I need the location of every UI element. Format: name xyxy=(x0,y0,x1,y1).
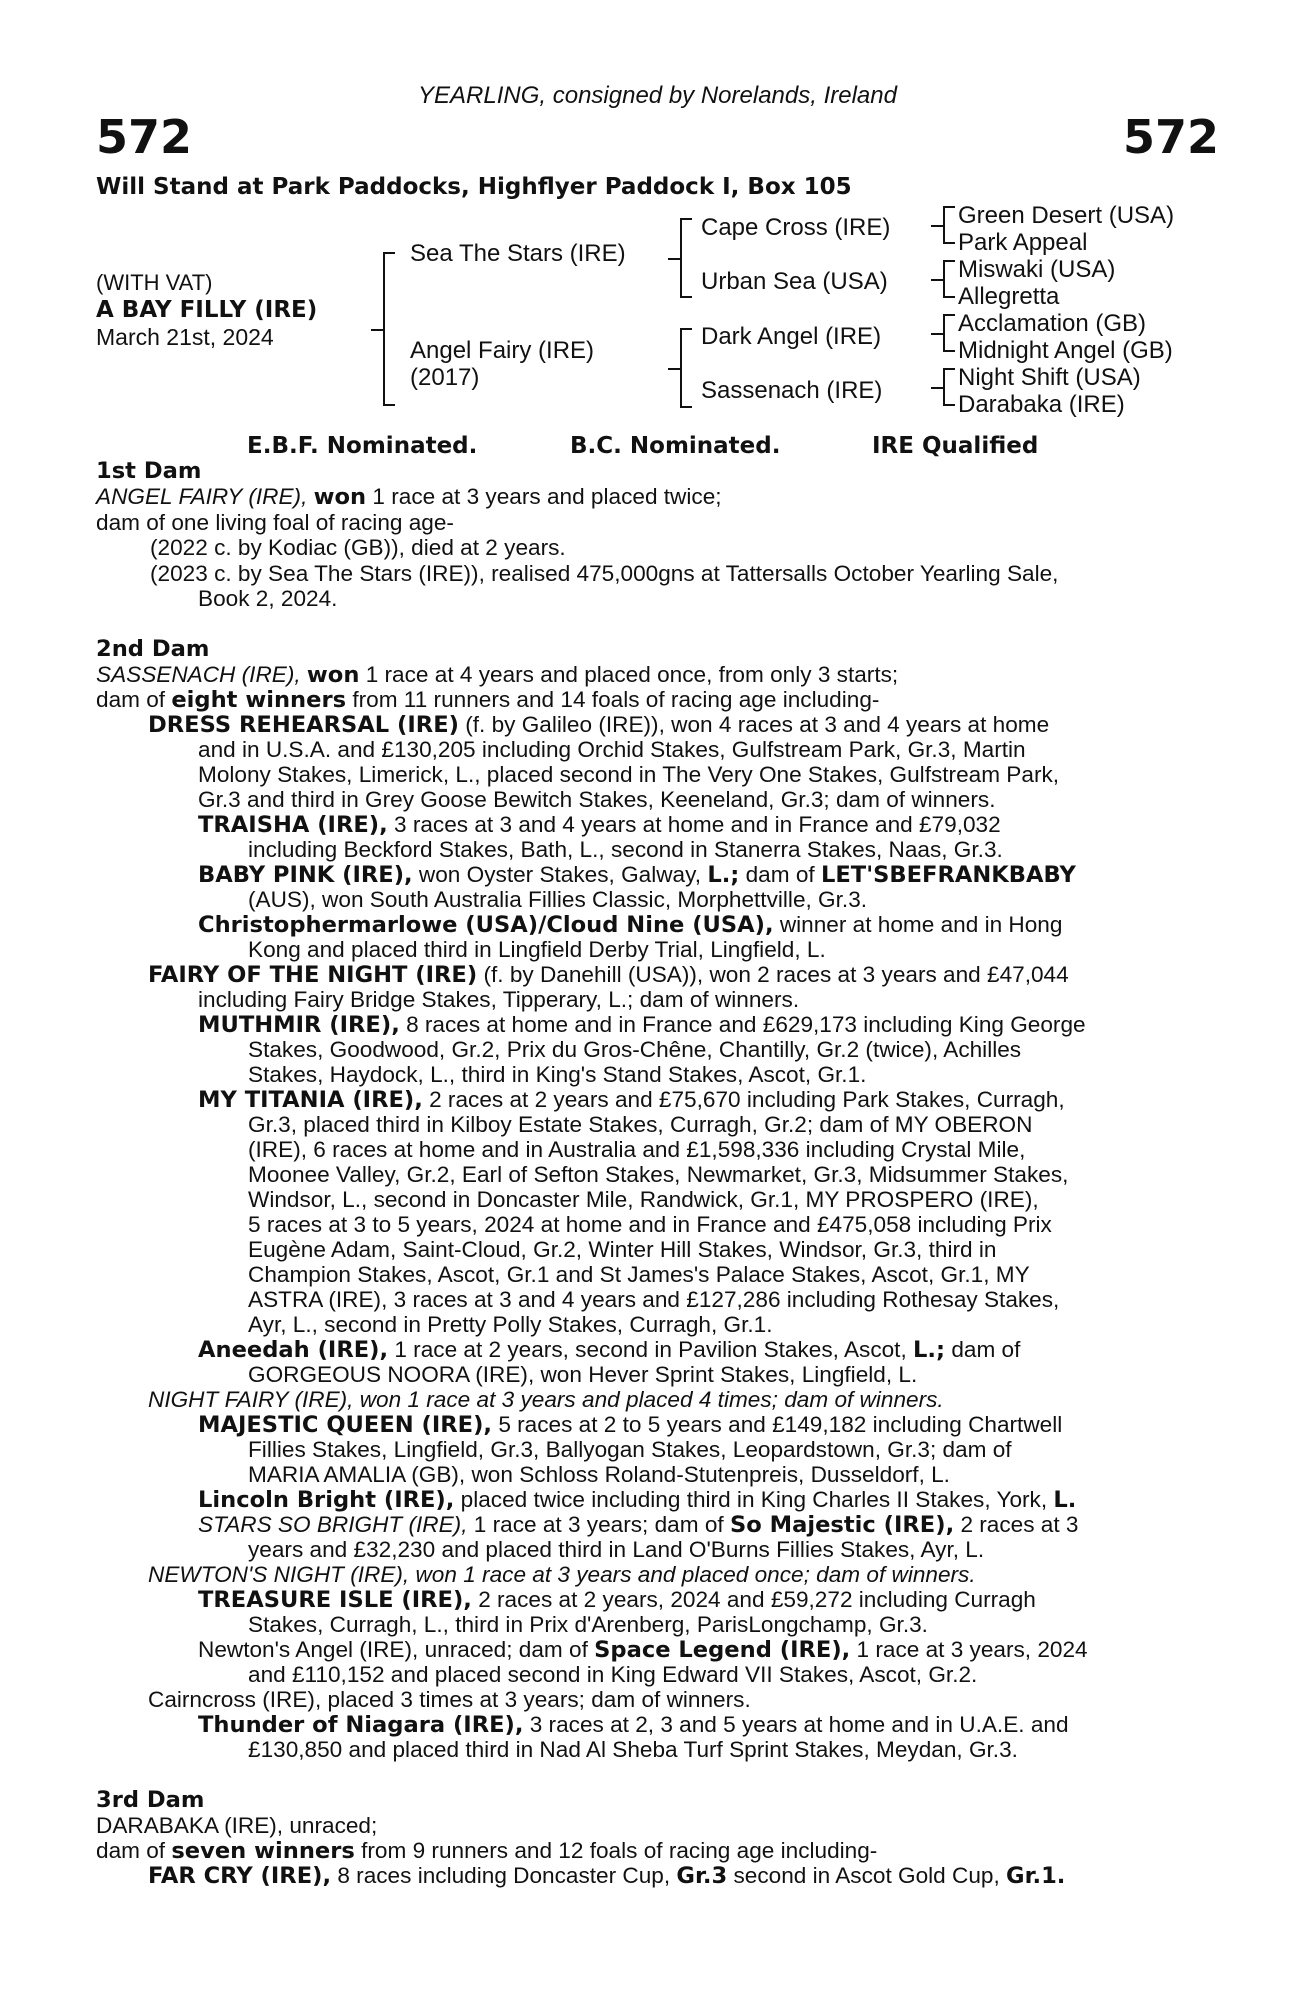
entry-line: and £110,152 and placed second in King Edward VII Stakes, Ascot, Gr.2. xyxy=(248,1662,978,1687)
produce-2023: (2023 c. by Sea The Stars (IRE)), realised 475,000gns at Tattersalls October Yearling Sale, xyxy=(150,561,1059,586)
pedigree-ssd: Park Appeal xyxy=(958,229,1088,256)
pedigree-sire-dam: Urban Sea (USA) xyxy=(701,268,888,295)
entry-line: £130,850 and placed third in Nad Al Sheba Turf Sprint Stakes, Meydan, Gr.3. xyxy=(248,1737,1018,1762)
pedigree-dam-sire: Dark Angel (IRE) xyxy=(701,323,882,350)
entry-line: including Beckford Stakes, Bath, L., second in Stanerra Stakes, Naas, Gr.3. xyxy=(248,837,1003,862)
entry-line: Molony Stakes, Limerick, L., placed second in The Very One Stakes, Gulfstream Park, xyxy=(198,762,1060,787)
third-dam-heading: 3rd Dam xyxy=(96,1787,205,1813)
entry-line: (IRE), 6 races at home and in Australia and £1,598,336 including Crystal Mile, xyxy=(248,1137,1026,1162)
pedigree-brace xyxy=(943,314,955,352)
pedigree-sss: Green Desert (USA) xyxy=(958,202,1175,229)
pedigree-brace xyxy=(943,368,955,406)
treasure-isle-line: TREASURE ISLE (IRE), 2 races at 2 years, 2024 and £59,272 including Curragh xyxy=(198,1587,1036,1613)
second-dam-line: SASSENACH (IRE), won 1 race at 4 years and placed once, from only 3 starts; xyxy=(96,662,899,688)
ebf-nominated: E.B.F. Nominated. xyxy=(247,433,478,459)
entry-line: 5 races at 3 to 5 years, 2024 at home and in France and £475,058 including Prix xyxy=(248,1212,1052,1237)
pedigree-dsd: Midnight Angel (GB) xyxy=(958,337,1173,364)
stars-so-bright-line: STARS SO BRIGHT (IRE), 1 race at 3 years; dam of So Majestic (IRE), 2 races at 3 xyxy=(198,1512,1079,1538)
entry-line: Stakes, Curragh, L., third in Prix d'Arenberg, ParisLongchamp, Gr.3. xyxy=(248,1612,928,1637)
pedigree-dam: Angel Fairy (IRE) xyxy=(410,337,595,364)
entry-line: Moonee Valley, Gr.2, Earl of Sefton Stakes, Newmarket, Gr.3, Midsummer Stakes, xyxy=(248,1162,1069,1187)
vat-label: (WITH VAT) xyxy=(96,270,213,295)
second-dam-winners-line: dam of eight winners from 11 runners and 14 foals of racing age including- xyxy=(96,687,880,713)
pedigree-brace xyxy=(383,252,395,406)
newtons-angel-line: Newton's Angel (IRE), unraced; dam of Space Legend (IRE), 1 race at 3 years, 2024 xyxy=(198,1637,1088,1663)
majestic-queen-line: MAJESTIC QUEEN (IRE), 5 races at 2 to 5 years and £149,182 including Chartwell xyxy=(198,1412,1063,1438)
pedigree-dam-dam: Sassenach (IRE) xyxy=(701,377,883,404)
foaling-date: March 21st, 2024 xyxy=(96,324,274,350)
entry-line: (AUS), won South Australia Fillies Classic, Morphettville, Gr.3. xyxy=(248,887,868,912)
dress-rehearsal-line: DRESS REHEARSAL (IRE) (f. by Galileo (IRE)), won 4 races at 3 and 4 years at home xyxy=(148,712,1050,738)
entry-line: Gr.3, placed third in Kilboy Estate Stakes, Curragh, Gr.2; dam of MY OBERON xyxy=(248,1112,1033,1137)
pedigree-sire: Sea The Stars (IRE) xyxy=(410,240,626,267)
pedigree-ddd: Darabaka (IRE) xyxy=(958,391,1125,418)
bc-nominated: B.C. Nominated. xyxy=(570,433,781,459)
entry-line: Stakes, Goodwood, Gr.2, Prix du Gros-Chêne, Chantilly, Gr.2 (twice), Achilles xyxy=(248,1037,1022,1062)
first-dam-line: ANGEL FAIRY (IRE), won 1 race at 3 years and placed twice; xyxy=(96,484,722,510)
ire-qualified: IRE Qualified xyxy=(872,433,1039,459)
entry-line: Champion Stakes, Ascot, Gr.1 and St James's Palace Stakes, Ascot, Gr.1, MY xyxy=(248,1262,1030,1287)
entry-line: NIGHT FAIRY (IRE), won 1 race at 3 years and placed 4 times; dam of winners. xyxy=(148,1387,944,1412)
first-dam-heading: 1st Dam xyxy=(96,458,202,484)
produce-2022: (2022 c. by Kodiac (GB)), died at 2 years. xyxy=(150,535,566,560)
lot-number-left: 572 xyxy=(96,110,193,164)
stand-location: Will Stand at Park Paddocks, Highflyer Paddock I, Box 105 xyxy=(96,174,852,200)
lincoln-bright-line: Lincoln Bright (IRE), placed twice including third in King Charles II Stakes, York, L. xyxy=(198,1487,1077,1513)
produce-2023-cont: Book 2, 2024. xyxy=(198,586,338,611)
lot-number-right: 572 xyxy=(1122,110,1219,164)
entry-line: GORGEOUS NOORA (IRE), won Hever Sprint Stakes, Lingfield, L. xyxy=(248,1362,918,1387)
entry-line: NEWTON'S NIGHT (IRE), won 1 race at 3 years and placed once; dam of winners. xyxy=(148,1562,976,1587)
pedigree-dds: Night Shift (USA) xyxy=(958,364,1141,391)
my-titania-line: MY TITANIA (IRE), 2 races at 2 years and £75,670 including Park Stakes, Curragh, xyxy=(198,1087,1065,1113)
entry-line: years and £32,230 and placed third in Land O'Burns Fillies Stakes, Ayr, L. xyxy=(248,1537,985,1562)
pedigree-brace xyxy=(680,218,692,298)
fairy-of-the-night-line: FAIRY OF THE NIGHT (IRE) (f. by Danehill (USA)), won 2 races at 3 years and £47,044 xyxy=(148,962,1069,988)
pedigree-dss: Acclamation (GB) xyxy=(958,310,1147,337)
muthmir-line: MUTHMIR (IRE), 8 races at home and in France and £629,173 including King George xyxy=(198,1012,1086,1038)
entry-line: Gr.3 and third in Grey Goose Bewitch Stakes, Keeneland, Gr.3; dam of winners. xyxy=(198,787,996,812)
traisha-line: TRAISHA (IRE), 3 races at 3 and 4 years at home and in France and £79,032 xyxy=(198,812,1001,838)
entry-line: Eugène Adam, Saint-Cloud, Gr.2, Winter Hill Stakes, Windsor, Gr.3, third in xyxy=(248,1237,997,1262)
third-dam-winners-line: dam of seven winners from 9 runners and 12 foals of racing age including- xyxy=(96,1838,878,1864)
entry-line: Windsor, L., second in Doncaster Mile, Randwick, Gr.1, MY PROSPERO (IRE), xyxy=(248,1187,1039,1212)
second-dam-heading: 2nd Dam xyxy=(96,636,210,662)
horse-name: A BAY FILLY (IRE) xyxy=(96,297,318,323)
first-dam-produce-intro: dam of one living foal of racing age- xyxy=(96,510,454,535)
pedigree-sire-sire: Cape Cross (IRE) xyxy=(701,214,891,241)
far-cry-line: FAR CRY (IRE), 8 races including Doncaster Cup, Gr.3 second in Ascot Gold Cup, Gr.1. xyxy=(148,1863,1066,1889)
entry-line: Cairncross (IRE), placed 3 times at 3 years; dam of winners. xyxy=(148,1687,751,1712)
entry-line: MARIA AMALIA (GB), won Schloss Roland-Stutenpreis, Dusseldorf, L. xyxy=(248,1462,950,1487)
pedigree-brace xyxy=(943,206,955,244)
sale-subtitle: YEARLING, consigned by Norelands, Ireland xyxy=(418,82,897,109)
entry-line: Stakes, Haydock, L., third in King's Stand Stakes, Ascot, Gr.1. xyxy=(248,1062,867,1087)
third-dam-line: DARABAKA (IRE), unraced; xyxy=(96,1813,378,1838)
thunder-of-niagara-line: Thunder of Niagara (IRE), 3 races at 2, 3 and 5 years at home and in U.A.E. and xyxy=(198,1712,1069,1738)
entry-line: ASTRA (IRE), 3 races at 3 and 4 years and £127,286 including Rothesay Stakes, xyxy=(248,1287,1060,1312)
pedigree-brace xyxy=(943,260,955,298)
pedigree-sdd: Allegretta xyxy=(958,283,1060,310)
pedigree-dam-year: (2017) xyxy=(410,364,480,391)
christophermarlowe-line: Christophermarlowe (USA)/Cloud Nine (USA), winner at home and in Hong xyxy=(198,912,1063,938)
entry-line: and in U.S.A. and £130,205 including Orchid Stakes, Gulfstream Park, Gr.3, Martin xyxy=(198,737,1026,762)
entry-line: including Fairy Bridge Stakes, Tipperary, L.; dam of winners. xyxy=(198,987,800,1012)
aneedah-line: Aneedah (IRE), 1 race at 2 years, second in Pavilion Stakes, Ascot, L.; dam of xyxy=(198,1337,1021,1363)
entry-line: Fillies Stakes, Lingfield, Gr.3, Ballyogan Stakes, Leopardstown, Gr.3; dam of xyxy=(248,1437,1012,1462)
pedigree-sds: Miswaki (USA) xyxy=(958,256,1116,283)
baby-pink-line: BABY PINK (IRE), won Oyster Stakes, Galway, L.; dam of LET'SBEFRANKBABY xyxy=(198,862,1076,888)
entry-line: Kong and placed third in Lingfield Derby Trial, Lingfield, L. xyxy=(248,937,826,962)
pedigree-brace xyxy=(680,328,692,408)
entry-line: Ayr, L., second in Pretty Polly Stakes, Curragh, Gr.1. xyxy=(248,1312,773,1337)
